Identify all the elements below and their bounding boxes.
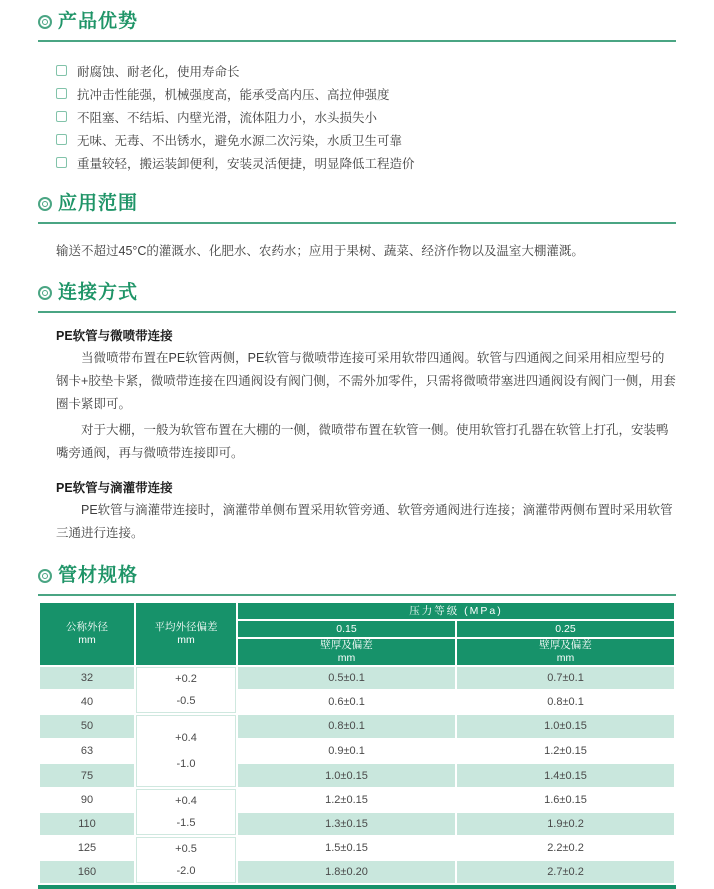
list-item-text: 耐腐蚀、耐老化，使用寿命长 [77,64,240,79]
wall015-cell: 0.8±0.1 [238,715,455,738]
od-cell: 75 [40,764,134,787]
wall025-cell: 1.2±0.15 [457,740,674,763]
list-item-text: 无味、无毒、不出锈水，避免水源二次污染，水质卫生可靠 [77,133,403,148]
deviation-minus: -2.0 [176,865,196,877]
deviation-plus: +0.4 [175,795,197,807]
list-item [56,151,676,174]
deviation-minus: -1.5 [176,817,196,829]
section-header [38,192,676,216]
list-item-text: 重量较轻，搬运装卸便利，安装灵活便捷，明显降低工程造价 [77,156,415,171]
wall025-cell: 0.8±0.1 [457,691,674,713]
wall025-cell: 1.9±0.2 [457,813,674,835]
wall025-cell: 1.4±0.15 [457,764,674,787]
application-text: 输送不超过45°C的灌溉水、化肥水、农药水；应用于果树、蔬菜、经济作物以及温室大棚灌溉。 [56,244,584,258]
section-header [38,564,676,588]
wall015-cell: 0.9±0.1 [238,740,455,763]
table-row [40,837,674,859]
section-header [38,281,676,305]
section-rule [38,311,676,313]
table-row [40,667,674,689]
paragraph-micro-spray-2: 对于大棚，一般为软管布置在大棚的一侧，微喷带布置在软管一侧。使用软管打孔器在软管上打孔，安装鸭嘴旁通阀，再与微喷带连接即可。 [56,423,669,460]
wall015-cell: 1.0±0.15 [238,764,455,787]
wall015-cell: 1.3±0.15 [238,813,455,835]
checkbox-icon [56,157,67,168]
od-cell: 50 [40,715,134,738]
list-item-text: 抗冲击性能强，机械强度高，能承受高内压、高拉伸强度 [77,87,390,102]
wall015-cell: 1.8±0.20 [238,861,455,883]
section-application-scope [38,192,676,261]
section-bullet-icon [38,286,52,300]
wall-header-015: 壁厚及偏差 mm [238,639,455,665]
checkbox-icon [56,134,67,145]
section-rule [38,222,676,224]
od-cell: 63 [40,740,134,763]
deviation-cell [136,667,236,713]
section-rule [38,594,676,596]
col-header-deviation: 平均外径偏差 mm [136,603,236,665]
wall015-cell: 0.6±0.1 [238,691,455,713]
paragraph-drip: PE软管与滴灌带连接时，滴灌带单侧布置采用软管旁通、软管旁通阀进行连接；滴灌带两侧布置时采用软管三通进行连接。 [56,503,673,540]
table-row [40,789,674,811]
specs-table [38,601,676,889]
section-pipe-specs [38,564,676,889]
col-header-pressure: 压力等级 (MPa) [238,603,674,619]
wall-header-025: 壁厚及偏差 mm [457,639,674,665]
wall025-cell: 2.7±0.2 [457,861,674,883]
deviation-minus: -0.5 [176,695,196,707]
list-item [56,105,676,128]
section-bullet-icon [38,15,52,29]
col-header-od: 公称外径 mm [40,603,134,665]
wall025-cell: 0.7±0.1 [457,667,674,689]
checkbox-icon [56,111,67,122]
pressure-level-025: 0.25 [457,621,674,637]
section-header [38,10,676,34]
checkbox-icon [56,88,67,99]
od-cell: 110 [40,813,134,835]
wall025-cell: 1.0±0.15 [457,715,674,738]
section-bullet-icon [38,569,52,583]
wall015-cell: 0.5±0.1 [238,667,455,689]
deviation-cell [136,715,236,787]
list-item [56,59,676,82]
advantages-list [38,42,676,178]
section-title: 管材规格 [58,565,139,586]
od-cell: 125 [40,837,134,859]
deviation-cell [136,837,236,883]
wall025-cell: 1.6±0.15 [457,789,674,811]
wall015-cell: 1.2±0.15 [238,789,455,811]
subsection-heading-micro-spray: PE软管与微喷带连接 [56,329,173,343]
paragraph-micro-spray-1: 当微喷带布置在PE软管两侧，PE软管与微喷带连接可采用软带四通阀。软管与四通阀之间采用相应型号的钢卡+胶垫卡紧，微喷带连接在四通阀设有阀门侧，不需外加零件，只需将微喷带塞进四通阀设有阀门一侧，用套圈卡紧即可。 [56,351,676,411]
section-title: 连接方式 [58,282,139,303]
section-bullet-icon [38,197,52,211]
section-title: 应用范围 [58,193,139,214]
od-cell: 90 [40,789,134,811]
deviation-plus: +0.5 [175,843,197,855]
section-title: 产品优势 [58,11,139,32]
deviation-minus: -1.0 [176,758,196,770]
pressure-level-015: 0.15 [238,621,455,637]
list-item [56,82,676,105]
section-connection-methods [38,281,676,545]
list-item-text: 不阻塞、不结垢、内壁光滑，流体阻力小，水头损失小 [77,110,378,125]
table-row [40,715,674,738]
wall025-cell: 2.2±0.2 [457,837,674,859]
subsection-heading-drip: PE软管与滴灌带连接 [56,481,173,495]
od-cell: 160 [40,861,134,883]
deviation-plus: +0.2 [175,673,197,685]
od-cell: 40 [40,691,134,713]
list-item [56,128,676,151]
od-cell: 32 [40,667,134,689]
section-product-advantages [38,10,676,178]
deviation-plus: +0.4 [175,732,197,744]
checkbox-icon [56,65,67,76]
wall015-cell: 1.5±0.15 [238,837,455,859]
deviation-cell [136,789,236,835]
